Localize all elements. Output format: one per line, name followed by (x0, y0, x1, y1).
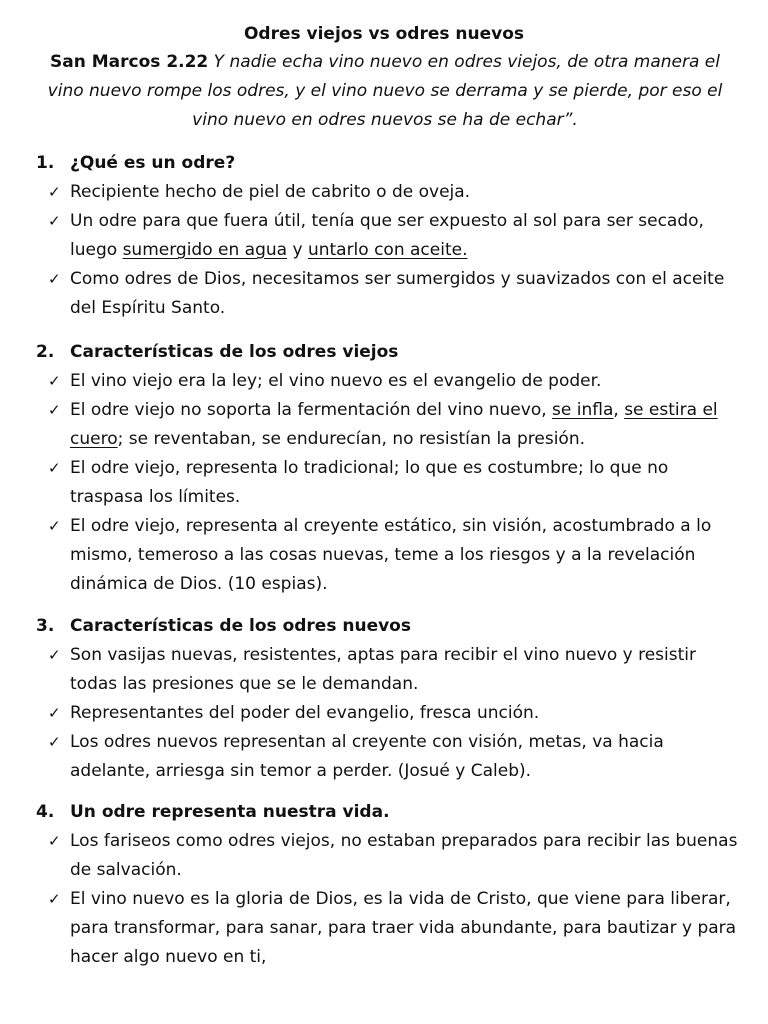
verse-reference: San Marcos 2.22 (50, 52, 209, 72)
section-number: 2. (36, 342, 55, 362)
underlined-text: se infla (552, 400, 614, 420)
check-icon: ✓ (48, 401, 61, 419)
check-icon: ✓ (48, 890, 61, 908)
section-1 (0, 149, 768, 323)
item-text: y (287, 240, 308, 260)
check-icon: ✓ (48, 212, 61, 230)
section-title: ¿Qué es un odre? (70, 153, 236, 173)
check-icon: ✓ (48, 704, 61, 722)
item-text: Los fariseos como odres viejos, no estaban preparados para recibir las buenas de salvación. (70, 831, 738, 880)
item-text: Son vasijas nuevas, resistentes, aptas para recibir el vino nuevo y resistir todas las presiones que se le demandan. (70, 645, 696, 694)
list-item (0, 265, 768, 323)
list-item (0, 454, 768, 512)
section-title: Características de los odres viejos (70, 342, 399, 362)
list-item (0, 641, 768, 699)
check-icon: ✓ (48, 372, 61, 390)
section-heading (0, 338, 768, 367)
list-item (0, 885, 768, 972)
section-number: 1. (36, 153, 55, 173)
item-text: Los odres nuevos representan al creyente con visión, metas, va hacia adelante, arriesga sin temor a perder. (Josué y Caleb). (70, 732, 664, 781)
check-icon: ✓ (48, 270, 61, 288)
check-icon: ✓ (48, 832, 61, 850)
section-2 (0, 338, 768, 599)
section-heading (0, 612, 768, 641)
list-item (0, 207, 768, 265)
check-icon: ✓ (48, 183, 61, 201)
check-icon: ✓ (48, 459, 61, 477)
section-heading (0, 149, 768, 178)
item-text: El odre viejo, representa lo tradicional; lo que es costumbre; lo que no traspasa los límites. (70, 458, 669, 507)
section-3 (0, 612, 768, 786)
document-title: Odres viejos vs odres nuevos (243, 24, 525, 44)
verse-quote: Y nadie echa vino nuevo en odres viejos, de otra manera el vino nuevo rompe los odres, y el vino nuevo se derrama y se pierde, por eso el vino nuevo en odres nuevos se ha de echar”. (47, 52, 723, 130)
underlined-text: sumergido en agua (122, 240, 288, 260)
check-icon: ✓ (48, 733, 61, 751)
item-text: El odre viejo no soporta la fermentación del vino nuevo, (70, 400, 553, 420)
item-text: El vino viejo era la ley; el vino nuevo es el evangelio de poder. (70, 371, 602, 391)
check-icon: ✓ (48, 517, 61, 535)
section-heading (0, 798, 768, 827)
list-item (0, 178, 768, 207)
list-item (0, 728, 768, 786)
item-text: Un odre para que fuera útil, tenía que ser expuesto al sol para ser secado, luego (70, 211, 704, 260)
section-title: Un odre representa nuestra vida. (70, 802, 390, 822)
item-text: , (613, 400, 625, 420)
intro-verse (30, 48, 740, 135)
section-number: 4. (36, 802, 55, 822)
section-number: 3. (36, 616, 55, 636)
section-4 (0, 798, 768, 972)
item-text: El odre viejo, representa al creyente estático, sin visión, acostumbrado a lo mismo, temeroso a las cosas nuevas, teme a los riesgos y a la revelación dinámica de Dios. (10 espias). (70, 516, 712, 594)
section-title: Características de los odres nuevos (70, 616, 411, 636)
list-item (0, 367, 768, 396)
item-text: Como odres de Dios, necesitamos ser sumergidos y suavizados con el aceite del Espíritu Santo. (70, 269, 725, 318)
list-item (0, 512, 768, 599)
underlined-text: se estira el cuero (70, 400, 718, 449)
underlined-text: untarlo con aceite. (307, 240, 468, 260)
list-item (0, 699, 768, 728)
check-icon: ✓ (48, 646, 61, 664)
list-item (0, 827, 768, 885)
list-item (0, 396, 768, 454)
item-text: Representantes del poder del evangelio, fresca unción. (70, 703, 540, 723)
item-text: Recipiente hecho de piel de cabrito o de oveja. (70, 182, 471, 202)
item-text: El vino nuevo es la gloria de Dios, es la vida de Cristo, que viene para liberar, para transformar, para sanar, para traer vida abundante, para bautizar y para hacer algo nuevo en ti, (70, 889, 737, 967)
item-text: ; se reventaban, se endurecían, no resistían la presión. (117, 429, 586, 449)
